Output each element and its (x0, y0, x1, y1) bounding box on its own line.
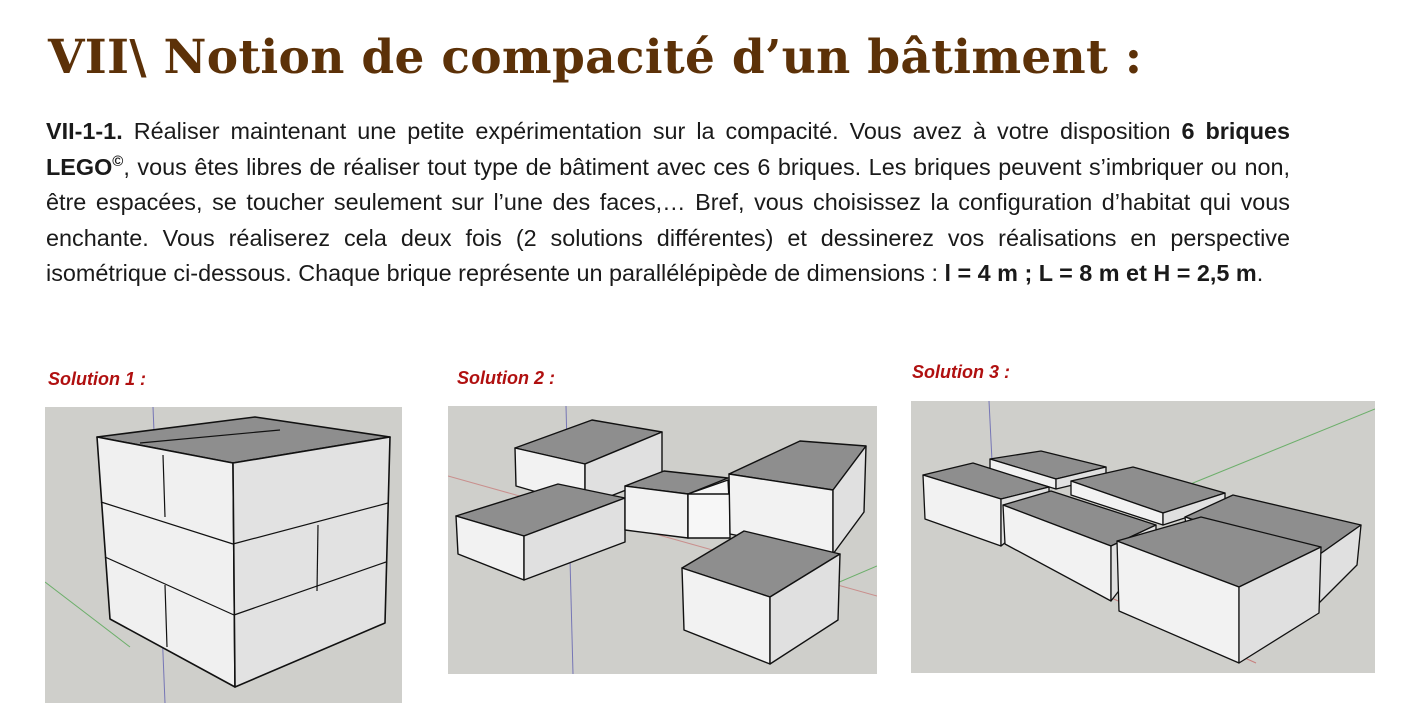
solution-3-image (911, 401, 1375, 673)
page-title: VII\ Notion de compacité d’un bâtiment : (48, 30, 1143, 85)
exercise-end: . (1256, 260, 1264, 286)
exercise-ref: VII-1-1. (46, 118, 123, 144)
solution-1-label: Solution 1 : (48, 369, 146, 389)
bricks-text: 6 briques LEGO (46, 118, 1290, 180)
exercise-text-1: Réaliser maintenant une petite expérimentation sur la compacité. Vous avez à votre disposition (122, 118, 1182, 144)
copyright-mark: © (112, 152, 124, 170)
dimensions-text: l = 4 m ; L = 8 m et H = 2,5 m (944, 260, 1257, 286)
solution-2-image (448, 406, 877, 674)
solution-3-label: Solution 3 : (912, 362, 1010, 382)
solution-2-label: Solution 2 : (457, 368, 555, 388)
exercise-text-2: , vous êtes libres de réaliser tout type de bâtiment avec ces 6 briques. Les briques peuvent s’imbriquer ou non, être espacées, se toucher seulement sur l’une des faces,… Bref, vous choisissez la configuration d’habitat qui vous enchante. Vous réaliserez cela deux fois (2 solutions différentes) et dessinerez vos réalisations en perspective isométrique ci-dessous. Chaque brique représente un parallélépipède de dimensions : (46, 153, 1290, 286)
exercise-paragraph (46, 114, 1290, 292)
solution-1-image (45, 407, 402, 703)
